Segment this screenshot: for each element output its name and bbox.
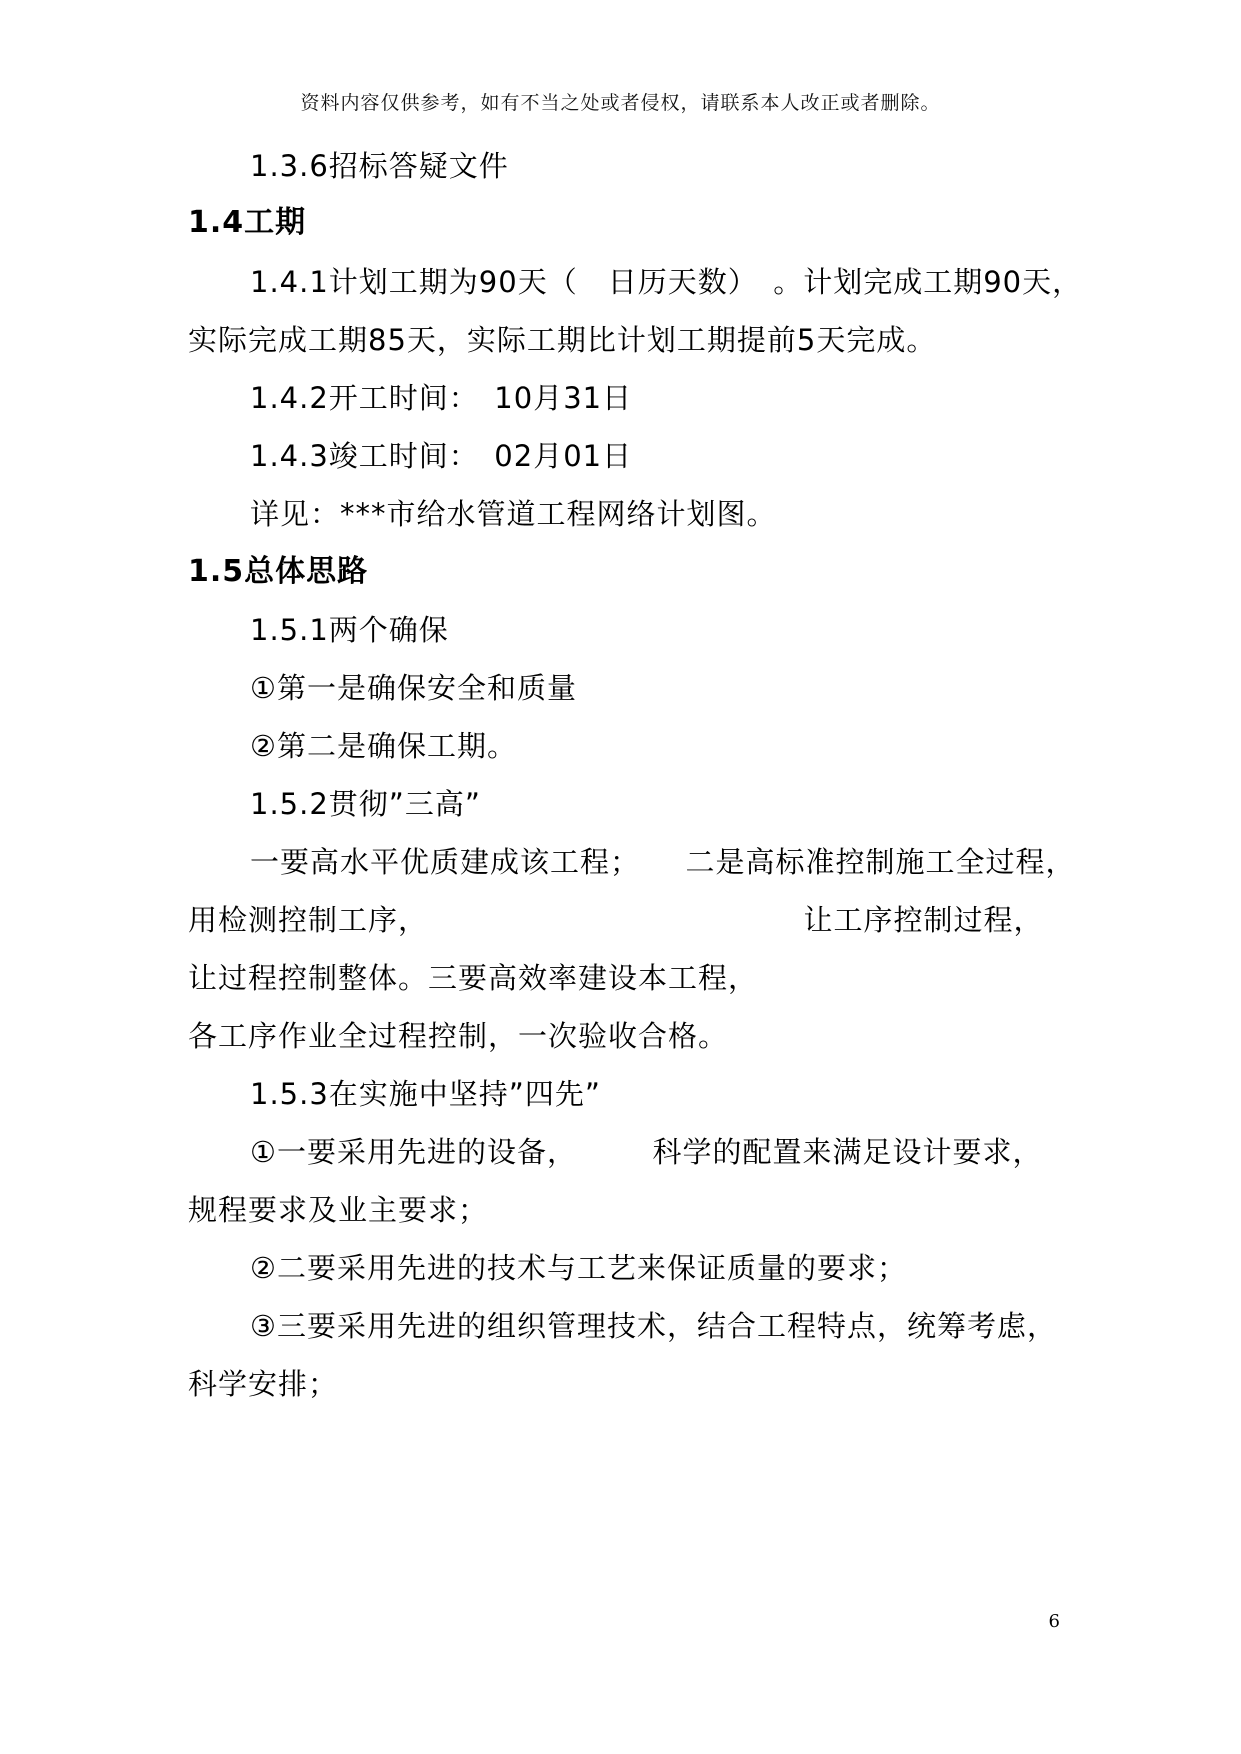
list-item-1-5-3-a-line2: 规程要求及业主要求； xyxy=(188,1193,489,1227)
list-item-1-5-3-b: ②二要采用先进的技术与工艺来保证质量的要求； xyxy=(250,1251,907,1285)
section-1-5-3-heading: 1.5.3在实施中坚持”四先” xyxy=(250,1077,601,1111)
section-1-5-1-heading: 1.5.1两个确保 xyxy=(250,613,449,647)
page-number: 6 xyxy=(1048,1611,1060,1632)
paragraph-1-5-2-line4: 各工序作业全过程控制，一次验收合格。 xyxy=(188,1019,729,1053)
list-item-1-5-1-b: ②第二是确保工期。 xyxy=(250,729,517,763)
page-header-disclaimer: 资料内容仅供参考，如有不当之处或者侵权，请联系本人改正或者删除。 xyxy=(300,92,941,114)
paragraph-1-4-1-line2: 实际完成工期85天，实际工期比计划工期提前5天完成。 xyxy=(188,323,937,357)
list-item-1-5-3-c-line1: ③三要采用先进的组织管理技术，结合工程特点，统筹考虑， xyxy=(250,1309,1057,1343)
section-1-5-heading: 1.5总体思路 xyxy=(188,554,369,589)
paragraph-1-4-1-line1: 1.4.1计划工期为90天（ 日历天数） 。计划完成工期90天， xyxy=(250,265,1083,299)
paragraph-see-network-plan: 详见：***市给水管道工程网络计划图。 xyxy=(250,497,777,531)
paragraph-1-5-2-line2: 用检测控制工序， 让工序控制过程， xyxy=(188,903,1044,937)
section-1-3-6-heading: 1.3.6招标答疑文件 xyxy=(250,149,509,183)
list-item-1-5-1-a: ①第一是确保安全和质量 xyxy=(250,671,577,705)
section-1-5-2-heading: 1.5.2贯彻”三高” xyxy=(250,787,481,821)
paragraph-1-5-2-line3: 让过程控制整体。三要高效率建设本工程， xyxy=(188,961,759,995)
paragraph-1-4-3: 1.4.3竣工时间： 02月01日 xyxy=(250,439,633,473)
list-item-1-5-3-c-line2: 科学安排； xyxy=(188,1367,339,1401)
paragraph-1-4-2: 1.4.2开工时间： 10月31日 xyxy=(250,381,633,415)
list-item-1-5-3-a-line1: ①一要采用先进的设备， 科学的配置来满足设计要求， xyxy=(250,1135,1043,1169)
paragraph-1-5-2-line1: 一要高水平优质建成该工程； 二是高标准控制施工全过程， xyxy=(250,845,1076,879)
section-1-4-heading: 1.4工期 xyxy=(188,205,307,240)
